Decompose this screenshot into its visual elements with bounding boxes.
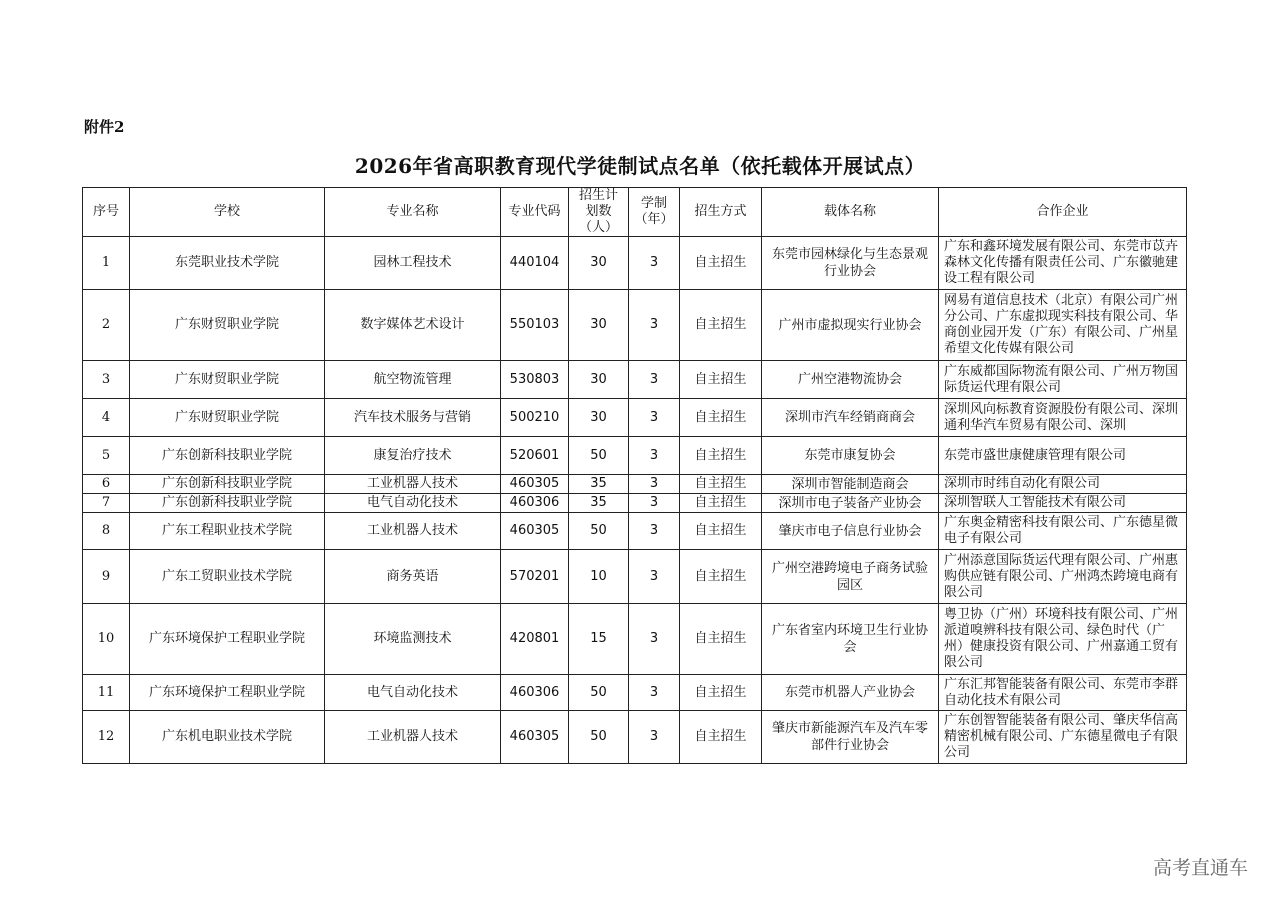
header-method: 招生方式 [680,188,762,237]
cell-partners: 深圳市时纬自动化有限公司 [939,475,1187,494]
table-row [83,361,1187,399]
cell-years: 3 [629,437,680,475]
table-row [83,675,1187,711]
header-major: 专业名称 [325,188,501,237]
header-index: 序号 [83,188,130,237]
cell-code: 530803 [501,361,569,399]
cell-carrier: 东莞市康复协会 [762,437,939,475]
cell-code: 570201 [501,550,569,604]
cell-index: 10 [83,604,130,675]
cell-carrier: 广州空港跨境电子商务试验园区 [762,550,939,604]
cell-index: 4 [83,399,130,437]
cell-plan: 35 [569,494,629,513]
cell-years: 3 [629,494,680,513]
cell-method: 自主招生 [680,711,762,764]
cell-code: 440104 [501,237,569,290]
cell-major: 航空物流管理 [325,361,501,399]
cell-index: 5 [83,437,130,475]
cell-school: 广东环境保护工程职业学院 [130,604,325,675]
cell-code: 460306 [501,675,569,711]
cell-years: 3 [629,604,680,675]
cell-method: 自主招生 [680,290,762,361]
cell-partners: 东莞市盛世康健康管理有限公司 [939,437,1187,475]
cell-years: 3 [629,550,680,604]
cell-major: 汽车技术服务与营销 [325,399,501,437]
cell-code: 460305 [501,711,569,764]
cell-partners: 粤卫协（广州）环境科技有限公司、广州派道嗅辨科技有限公司、绿色时代（广州）健康投资有限公司、广州嘉通工贸有限公司 [939,604,1187,675]
header-plan: 招生计划数（人） [569,188,629,237]
cell-school: 东莞职业技术学院 [130,237,325,290]
cell-index: 3 [83,361,130,399]
cell-plan: 30 [569,290,629,361]
cell-code: 500210 [501,399,569,437]
cell-school: 广东机电职业技术学院 [130,711,325,764]
cell-index: 1 [83,237,130,290]
cell-index: 6 [83,475,130,494]
table-header-row [83,188,1187,237]
header-carrier: 载体名称 [762,188,939,237]
cell-method: 自主招生 [680,604,762,675]
cell-carrier: 深圳市汽车经销商商会 [762,399,939,437]
cell-partners: 深圳风向标教育资源股份有限公司、深圳通利华汽车贸易有限公司、深圳 [939,399,1187,437]
cell-plan: 50 [569,437,629,475]
table-row [83,475,1187,494]
table-body [83,237,1187,764]
cell-plan: 30 [569,237,629,290]
cell-years: 3 [629,475,680,494]
table-row [83,513,1187,550]
cell-method: 自主招生 [680,494,762,513]
cell-major: 电气自动化技术 [325,494,501,513]
cell-index: 11 [83,675,130,711]
pilot-list-table [82,187,1187,764]
watermark-text: 高考直通车 [1152,857,1248,879]
cell-years: 3 [629,361,680,399]
cell-plan: 35 [569,475,629,494]
cell-index: 7 [83,494,130,513]
cell-plan: 50 [569,711,629,764]
cell-years: 3 [629,399,680,437]
cell-partners: 广东和鑫环境发展有限公司、东莞市苡卉森林文化传播有限责任公司、广东徽驰建设工程有限公司 [939,237,1187,290]
cell-years: 3 [629,675,680,711]
cell-index: 8 [83,513,130,550]
table-row [83,604,1187,675]
cell-partners: 广东汇邦智能装备有限公司、东莞市李群自动化技术有限公司 [939,675,1187,711]
cell-major: 环境监测技术 [325,604,501,675]
cell-partners: 深圳智联人工智能技术有限公司 [939,494,1187,513]
cell-code: 460306 [501,494,569,513]
header-years: 学制（年） [629,188,680,237]
table-row [83,494,1187,513]
cell-index: 2 [83,290,130,361]
cell-major: 工业机器人技术 [325,513,501,550]
cell-school: 广东财贸职业学院 [130,399,325,437]
cell-major: 园林工程技术 [325,237,501,290]
table-row [83,550,1187,604]
cell-major: 工业机器人技术 [325,475,501,494]
cell-carrier: 肇庆市电子信息行业协会 [762,513,939,550]
cell-method: 自主招生 [680,513,762,550]
cell-plan: 50 [569,675,629,711]
cell-method: 自主招生 [680,475,762,494]
cell-major: 康复治疗技术 [325,437,501,475]
cell-plan: 50 [569,513,629,550]
table-row [83,399,1187,437]
cell-method: 自主招生 [680,237,762,290]
cell-years: 3 [629,290,680,361]
cell-code: 550103 [501,290,569,361]
cell-method: 自主招生 [680,437,762,475]
cell-school: 广东工程职业技术学院 [130,513,325,550]
cell-plan: 30 [569,361,629,399]
cell-years: 3 [629,237,680,290]
cell-major: 电气自动化技术 [325,675,501,711]
table-row [83,290,1187,361]
cell-index: 12 [83,711,130,764]
cell-code: 460305 [501,513,569,550]
cell-carrier: 广州空港物流协会 [762,361,939,399]
cell-partners: 广东创智智能装备有限公司、肇庆华信高精密机械有限公司、广东德星微电子有限公司 [939,711,1187,764]
cell-partners: 广东威都国际物流有限公司、广州万物国际货运代理有限公司 [939,361,1187,399]
cell-partners: 广州添意国际货运代理有限公司、广州惠购供应链有限公司、广州鸿杰跨境电商有限公司 [939,550,1187,604]
cell-carrier: 肇庆市新能源汽车及汽车零部件行业协会 [762,711,939,764]
cell-carrier: 东莞市机器人产业协会 [762,675,939,711]
cell-major: 数字媒体艺术设计 [325,290,501,361]
cell-partners: 网易有道信息技术（北京）有限公司广州分公司、广东虚拟现实科技有限公司、华商创业园开发（广东）有限公司、广州星希望文化传媒有限公司 [939,290,1187,361]
cell-method: 自主招生 [680,675,762,711]
cell-plan: 30 [569,399,629,437]
cell-carrier: 东莞市园林绿化与生态景观行业协会 [762,237,939,290]
cell-partners: 广东奥金精密科技有限公司、广东德星微电子有限公司 [939,513,1187,550]
cell-code: 420801 [501,604,569,675]
cell-plan: 15 [569,604,629,675]
cell-plan: 10 [569,550,629,604]
cell-years: 3 [629,711,680,764]
cell-index: 9 [83,550,130,604]
attachment-label: 附件2 [84,118,125,136]
cell-school: 广东创新科技职业学院 [130,437,325,475]
cell-code: 520601 [501,437,569,475]
cell-carrier: 深圳市电子装备产业协会 [762,494,939,513]
cell-school: 广东财贸职业学院 [130,361,325,399]
cell-carrier: 深圳市智能制造商会 [762,475,939,494]
cell-school: 广东创新科技职业学院 [130,475,325,494]
cell-method: 自主招生 [680,399,762,437]
cell-carrier: 广州市虚拟现实行业协会 [762,290,939,361]
header-code: 专业代码 [501,188,569,237]
cell-method: 自主招生 [680,550,762,604]
cell-major: 商务英语 [325,550,501,604]
cell-school: 广东财贸职业学院 [130,290,325,361]
header-partners: 合作企业 [939,188,1187,237]
cell-code: 460305 [501,475,569,494]
cell-carrier: 广东省室内环境卫生行业协会 [762,604,939,675]
cell-school: 广东环境保护工程职业学院 [130,675,325,711]
cell-method: 自主招生 [680,361,762,399]
cell-school: 广东创新科技职业学院 [130,494,325,513]
header-school: 学校 [130,188,325,237]
table-row [83,711,1187,764]
cell-major: 工业机器人技术 [325,711,501,764]
table-row [83,437,1187,475]
cell-years: 3 [629,513,680,550]
document-title: 2026年省高职教育现代学徒制试点名单（依托载体开展试点） [354,154,926,178]
table-row [83,237,1187,290]
cell-school: 广东工贸职业技术学院 [130,550,325,604]
